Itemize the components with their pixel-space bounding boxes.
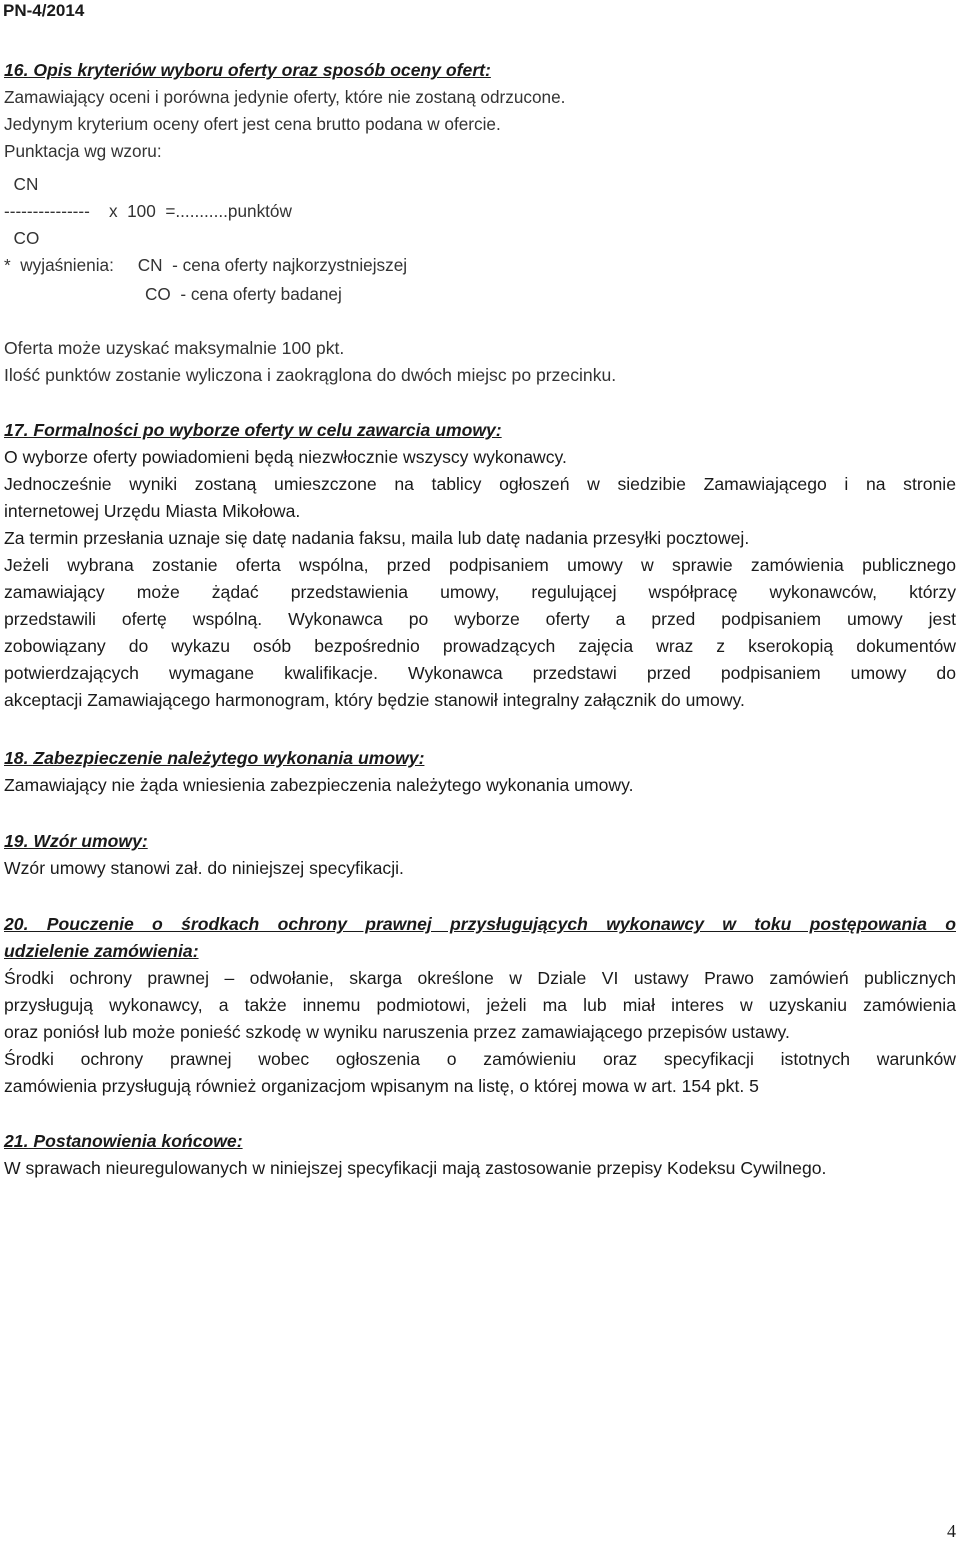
section-16-number: 16.	[4, 60, 29, 80]
section-20-paragraph-2a: Środki ochrony prawnej wobec ogłoszenia o zamówieniu oraz specyfikacji istotnych warunków	[4, 1049, 956, 1069]
section-20-paragraph-1c: oraz poniósł lub może ponieść szkodę w wyniku naruszenia przez zamawiającego przepisów ustawy.	[4, 1022, 790, 1042]
section-17-paragraph-2b: internetowej Urzędu Miasta Mikołowa.	[4, 501, 301, 521]
section-16-heading	[4, 57, 956, 84]
section-17-paragraph-3: Za termin przesłania uznaje się datę nadania faksu, maila lub datę nadania przesyłki pocztowej.	[4, 528, 750, 548]
section-20-heading-cont	[4, 938, 956, 965]
formula-explanation-2: CO - cena oferty badanej	[145, 284, 342, 304]
section-18-title: Zabezpieczenie należytego wykonania umowy:	[28, 748, 425, 768]
formula-numerator: CN	[4, 174, 39, 194]
section-16	[4, 57, 956, 165]
section-16-line-2: Jedynym kryterium oceny ofert jest cena brutto podana w ofercie.	[4, 114, 501, 134]
section-16-notes	[4, 335, 956, 389]
document-reference: PN-4/2014	[3, 1, 85, 20]
section-19-number: 19.	[4, 831, 29, 851]
rounding-note: Ilość punktów zostanie wyliczona i zaokrąglona do dwóch miejsc po przecinku.	[4, 365, 617, 385]
section-17-paragraph-4d: zobowiązany do wykazu osób bezpośrednio prowadzących zajęcia wraz z kserokopią dokumentów	[4, 636, 956, 656]
section-20-heading	[4, 911, 956, 938]
section-19	[4, 828, 956, 882]
section-18-paragraph: Zamawiający nie żąda wniesienia zabezpieczenia należytego wykonania umowy.	[4, 775, 634, 795]
section-20-title-a: Pouczenie o środkach ochrony prawnej przysługujących wykonawcy w toku postępowania o	[28, 914, 956, 934]
section-17-title: Formalności po wyborze oferty w celu zawarcia umowy:	[28, 420, 502, 440]
section-21-paragraph: W sprawach nieuregulowanych w niniejszej specyfikacji mają zastosowanie przepisy Kodeksu Cywilnego.	[4, 1158, 827, 1178]
section-16-title: Opis kryteriów wyboru oferty oraz sposób oceny ofert:	[28, 60, 491, 80]
section-19-heading	[4, 828, 956, 855]
section-17-paragraph-4f: akceptacji Zamawiającego harmonogram, który będzie stanowił integralny załącznik do umowy.	[4, 690, 745, 710]
section-17-number: 17.	[4, 420, 29, 440]
section-20-paragraph-1a: Środki ochrony prawnej – odwołanie, skarga określone w Dziale VI ustawy Prawo zamówień publicznych	[4, 968, 956, 988]
section-21-title: Postanowienia końcowe:	[28, 1131, 243, 1151]
section-17-paragraph-4a: Jeżeli wybrana zostanie oferta wspólna, przed podpisaniem umowy w sprawie zamówienia publicznego	[4, 555, 956, 575]
section-18	[4, 745, 956, 799]
max-points-note: Oferta może uzyskać maksymalnie 100 pkt.	[4, 338, 345, 358]
section-19-title: Wzór umowy:	[28, 831, 148, 851]
formula-denominator: CO	[4, 228, 40, 248]
page-number: 4	[947, 1521, 956, 1541]
section-21-heading	[4, 1128, 956, 1155]
section-17-heading	[4, 417, 956, 444]
section-21-number: 21.	[4, 1131, 29, 1151]
section-20-paragraph-1b: przysługują wykonawcy, a także innemu podmiotowi, jeżeli ma lub miał interes w uzyskaniu zamówienia	[4, 995, 956, 1015]
section-17-paragraph-4e: potwierdzających wymagane kwalifikacje. Wykonawca przedstawi przed podpisaniem umowy do	[4, 663, 956, 683]
section-18-number: 18.	[4, 748, 29, 768]
section-19-paragraph: Wzór umowy stanowi zał. do niniejszej specyfikacji.	[4, 858, 404, 878]
section-17-paragraph-2a: Jednocześnie wyniki zostaną umieszczone na tablicy ogłoszeń w siedzibie Zamawiającego i na stronie	[4, 474, 956, 494]
section-17-paragraph-4c: przedstawili ofertę wspólną. Wykonawca po wyborze oferty a przed podpisaniem umowy jest	[4, 609, 956, 629]
section-20-number: 20.	[4, 914, 29, 934]
section-20	[4, 911, 956, 1100]
formula-line: --------------- x 100 =...........punktów	[4, 201, 292, 221]
section-20-title-b: udzielenie zamówienia:	[4, 941, 199, 961]
section-16-line-3: Punktacja wg wzoru:	[4, 141, 162, 161]
section-17	[4, 417, 956, 714]
section-17-paragraph-4b: zamawiający może żądać przedstawienia umowy, regulującej współpracę wykonawców, którzy	[4, 582, 956, 602]
formula-explanation: * wyjaśnienia: CN - cena oferty najkorzystniejszej	[4, 255, 408, 275]
section-16-line-1: Zamawiający oceni i porówna jedynie oferty, które nie zostaną odrzucone.	[4, 87, 566, 107]
section-17-paragraph-1: O wyborze oferty powiadomieni będą niezwłocznie wszyscy wykonawcy.	[4, 447, 567, 467]
section-20-paragraph-2b: zamówienia przysługują również organizacjom wpisanym na listę, o której mowa w art. 154 pkt. 5	[4, 1076, 759, 1096]
section-18-heading	[4, 745, 956, 772]
section-21	[4, 1128, 956, 1182]
